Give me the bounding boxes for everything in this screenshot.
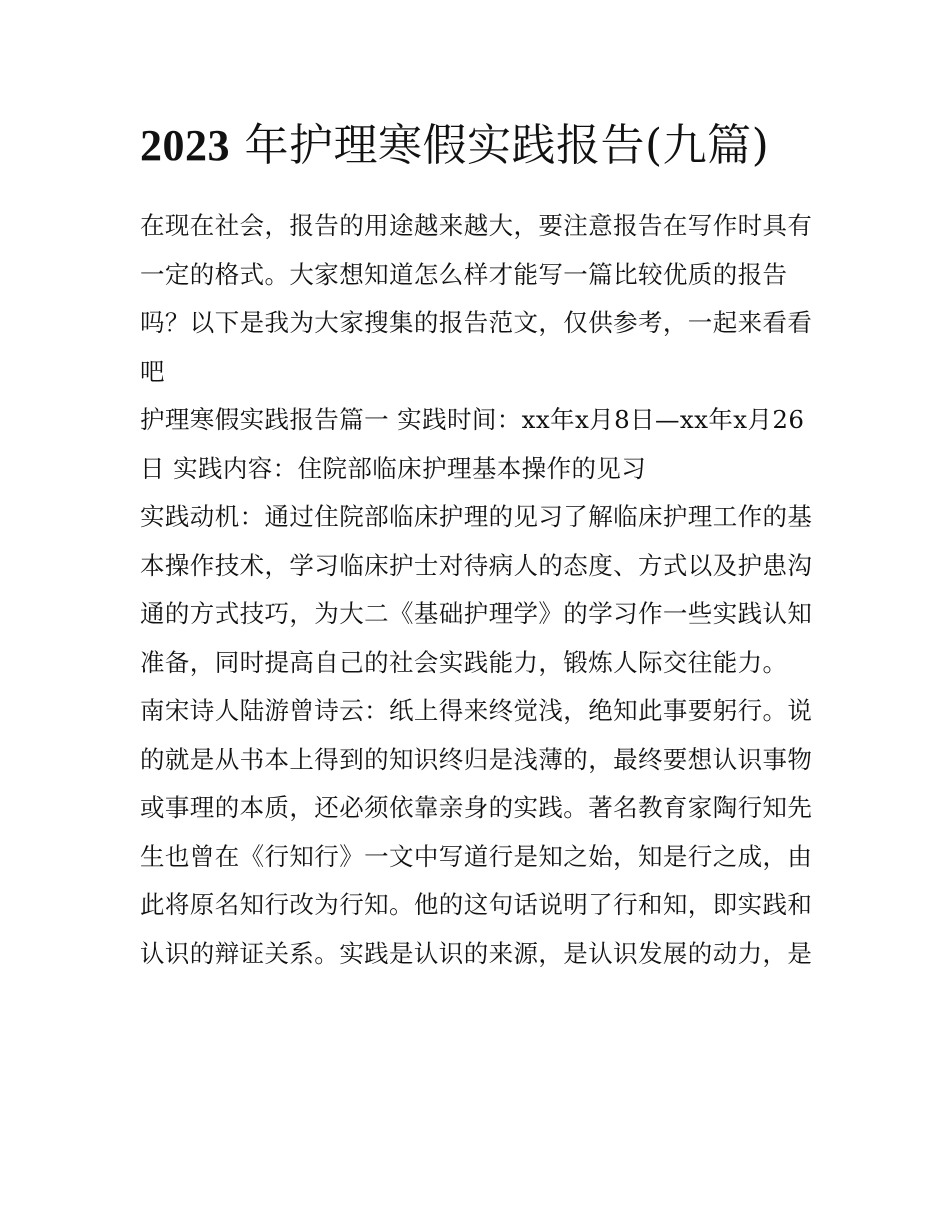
motivation-paragraph: 实践动机：通过住院部临床护理的见习了解临床护理工作的基本操作技术，学习临床护士对待病人的态度、方式以及护患沟通的方式技巧，为大二《基础护理学》的学习作一些实践认知准备，同时提高自己的社会实践能力，锻炼人际交往能力。	[140, 502, 813, 677]
document-body	[140, 202, 816, 978]
practice-info-paragraph: 护理寒假实践报告篇一 实践时间：xx年x月8日—xx年x月26日 实践内容：住院部临床护理基本操作的见习	[140, 405, 805, 483]
quote-paragraph: 南宋诗人陆游曾诗云：纸上得来终觉浅，绝知此事要躬行。说的就是从书本上得到的知识终归是浅薄的，最终要想认识事物或事理的本质，还必须依靠亲身的实践。著名教育家陶行知先生也曾在《行知行》一文中写道行是知之始，知是行之成，由此将原名知行改为行知。他的这句话说明了行和知，即实践和认识的辩证关系。实践是认识的来源，是认识发展的动力，是	[140, 696, 813, 968]
title-text: 年护理寒假实践报告(九篇)	[244, 120, 770, 171]
document-page	[140, 112, 816, 978]
document-title	[140, 112, 816, 180]
title-year: 2023	[140, 121, 230, 170]
intro-paragraph: 在现在社会，报告的用途越来越大，要注意报告在写作时具有一定的格式。大家想知道怎么样才能写一篇比较优质的报告吗？以下是我为大家搜集的报告范文，仅供参考，一起来看看吧	[140, 211, 813, 386]
